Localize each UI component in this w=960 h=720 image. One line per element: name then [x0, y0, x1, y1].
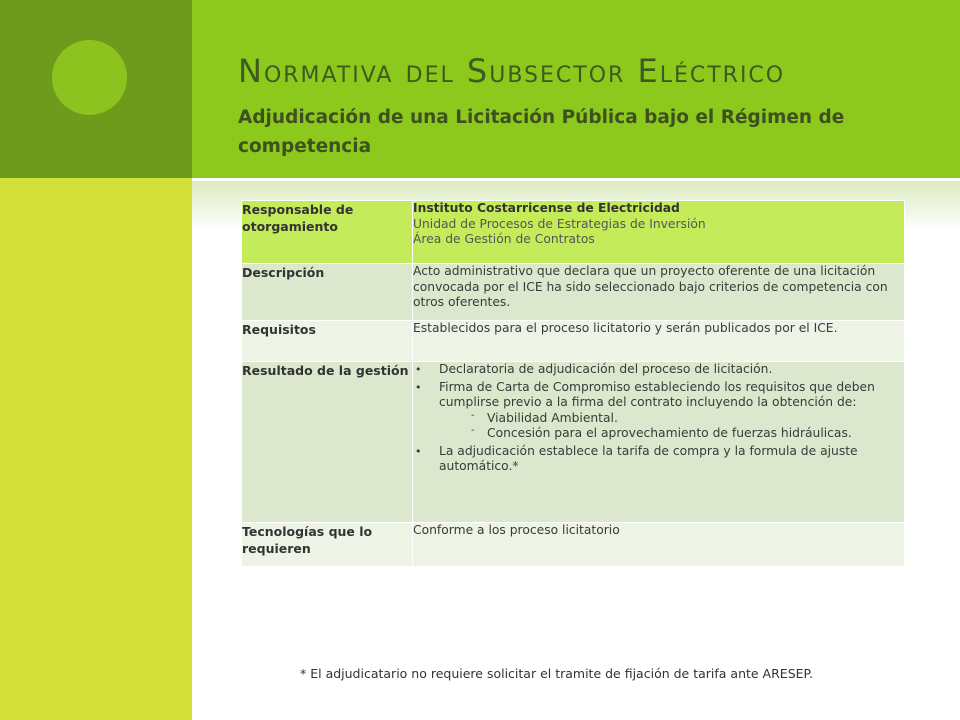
footnote: * El adjudicatario no requiere solicitar el tramite de fijación de tarifa ante ARESEP. [300, 666, 814, 681]
table-row-result [242, 362, 905, 523]
responsible-org: Instituto Costarricense de Electricidad [413, 201, 680, 215]
table-row-description [242, 264, 905, 321]
slide-title: Normativa del Subsector Eléctrico [238, 52, 786, 90]
result-bullet [439, 380, 904, 442]
technologies-value: Conforme a los proceso licitatorio [413, 523, 905, 567]
table-row-requirements [242, 321, 905, 362]
description-value: Acto administrativo que declara que un proyecto oferente de una licitación convocada por el ICE ha sido seleccionado bajo criterios de competencia con otros oferentes. [413, 264, 905, 321]
result-bullet-text: Firma de Carta de Compromiso estableciendo los requisitos que deben cumplirse previo a la firma del contrato incluyendo la obtención de: [439, 379, 875, 409]
result-label: Resultado de la gestión [242, 362, 413, 523]
result-sub-list [439, 411, 904, 442]
description-label: Descripción [242, 264, 413, 321]
result-bullet: • La adjudicación establece la tarifa de compra y la formula de ajuste automático.* [439, 444, 904, 475]
table-row-responsible [242, 201, 905, 264]
responsible-label: Responsable de otorgamiento [242, 201, 413, 264]
decorative-circle [52, 40, 127, 115]
result-sub-item: - Viabilidad Ambiental. [487, 411, 904, 427]
result-value [413, 362, 905, 523]
info-table [241, 200, 905, 567]
result-sub-item: - Concesión para el aprovechamiento de fuerzas hidráulicas. [487, 426, 904, 442]
responsible-unit: Unidad de Procesos de Estrategias de Inversión [413, 216, 706, 231]
slide-subtitle: Adjudicación de una Licitación Pública bajo el Régimen de competencia [238, 107, 845, 157]
technologies-label: Tecnologías que lo requieren [242, 523, 413, 567]
requirements-label: Requisitos [242, 321, 413, 362]
table-row-technologies [242, 523, 905, 567]
result-bullet-list [413, 362, 904, 475]
responsible-area: Área de Gestión de Contratos [413, 232, 595, 246]
requirements-value: Establecidos para el proceso licitatorio y serán publicados por el ICE. [413, 321, 905, 362]
responsible-value [413, 201, 905, 264]
result-bullet: • Declaratoria de adjudicación del proceso de licitación. [439, 362, 904, 378]
